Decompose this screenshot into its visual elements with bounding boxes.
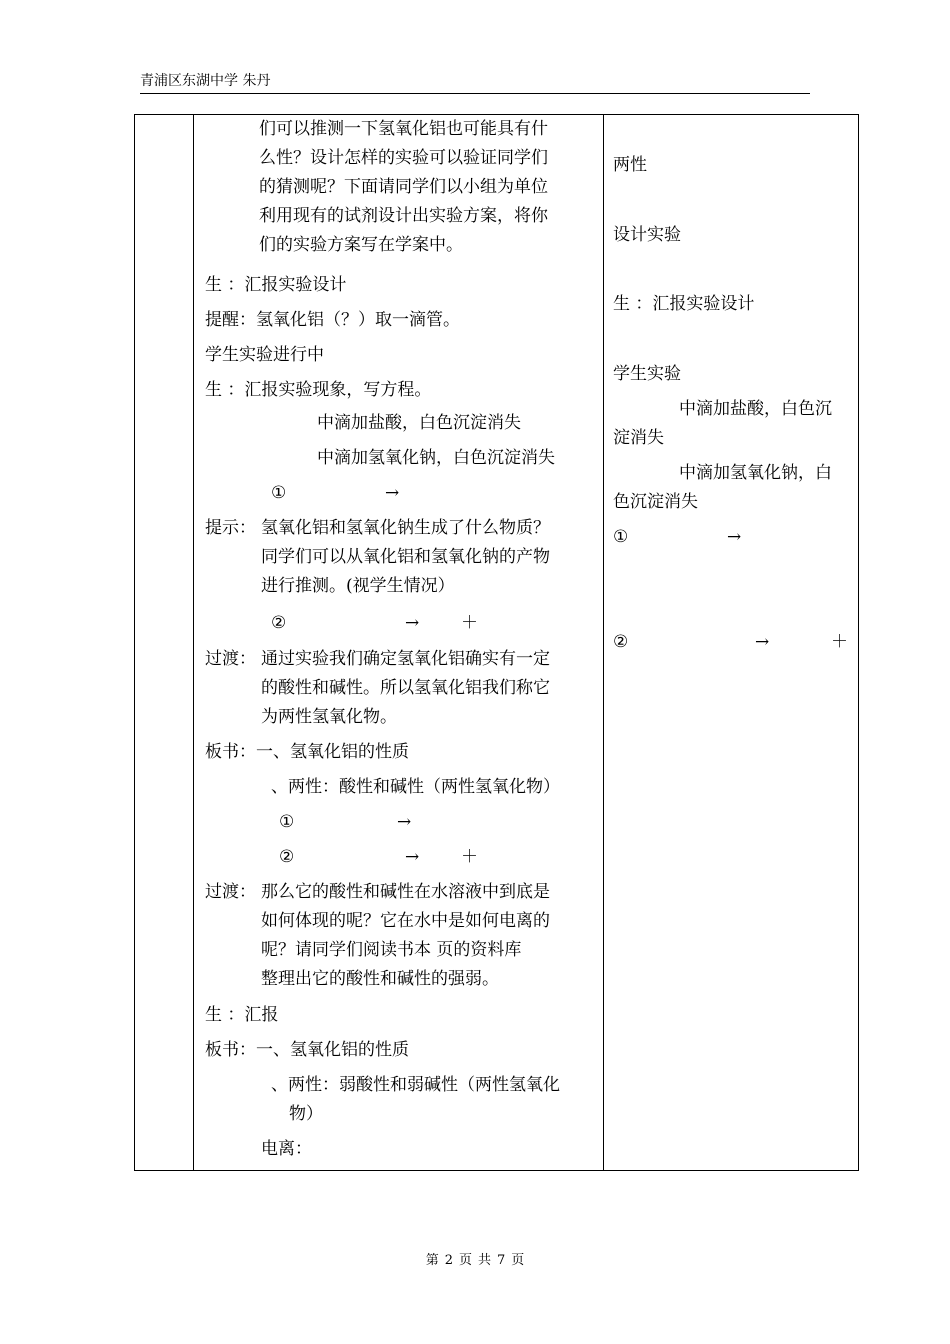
footer-total-pages: 7 bbox=[497, 1253, 506, 1268]
hint2-line-1: 氢氧化铝和氢氧化钠生成了什么物质？ bbox=[261, 518, 550, 538]
footer-ye-2: 页 bbox=[511, 1253, 525, 1268]
board1-title: 板书：一、氢氧化铝的性质 bbox=[205, 742, 409, 762]
right-acid-line-2: 淀消失 bbox=[613, 428, 664, 448]
right-eq2-plus: ＋ bbox=[831, 632, 848, 652]
footer-ye: 页 bbox=[458, 1253, 472, 1268]
transition1-line-3: 为两性氢氧化物。 bbox=[261, 707, 397, 727]
transition2-line-1: 那么它的酸性和碱性在水溶液中到底是 bbox=[261, 882, 550, 902]
intro-line-1: 们可以推测一下氢氧化铝也可能具有什 bbox=[259, 119, 548, 139]
page-header: 青浦区东湖中学 朱丹 bbox=[140, 70, 810, 94]
transition1-label: 过渡： bbox=[205, 649, 256, 669]
hint2-line-2: 同学们可以从氧化铝和氢氧化钠的产物 bbox=[261, 547, 550, 567]
acid-observation: 中滴加盐酸，白色沉淀消失 bbox=[317, 413, 521, 433]
board1-sub: 、两性：酸性和碱性（两性氢氧化物） bbox=[271, 777, 560, 797]
board2-sub-line-1: 、两性：弱酸性和弱碱性（两性氢氧化 bbox=[271, 1075, 560, 1095]
equation-1-arrow: → bbox=[385, 483, 400, 503]
right-eq2-arrow: → bbox=[755, 632, 770, 652]
ionization-label: 电离： bbox=[261, 1139, 312, 1159]
footer-di: 第 bbox=[425, 1253, 439, 1268]
report-line: 生 ：汇报 bbox=[205, 1005, 279, 1025]
page-footer bbox=[0, 1249, 950, 1268]
board2-title: 板书：一、氢氧化铝的性质 bbox=[205, 1040, 409, 1060]
transition2-line-4: 整理出它的酸性和碱性的强弱。 bbox=[261, 969, 499, 989]
base-observation: 中滴加氢氧化钠，白色沉淀消失 bbox=[317, 448, 555, 468]
report-phenomenon-line: 生 ：汇报实验现象，写方程。 bbox=[205, 380, 432, 400]
board1-eq1-arrow: → bbox=[397, 812, 412, 832]
column-divider-left bbox=[193, 115, 194, 1170]
lesson-table bbox=[134, 114, 859, 1171]
footer-gong: 共 bbox=[478, 1253, 492, 1268]
right-acid-line-1: 中滴加盐酸，白色沉 bbox=[679, 399, 832, 419]
transition1-line-2: 的酸性和碱性。所以氢氧化铝我们称它 bbox=[261, 678, 550, 698]
board1-eq1-number: ① bbox=[279, 812, 295, 832]
right-eq2-number: ② bbox=[613, 632, 629, 652]
right-base-line-2: 色沉淀消失 bbox=[613, 492, 698, 512]
hint-dropper-line: 提醒：氢氧化铝（？）取一滴管。 bbox=[205, 310, 460, 330]
transition2-label: 过渡： bbox=[205, 882, 256, 902]
intro-line-2: 么性？设计怎样的实验可以验证同学们 bbox=[259, 148, 548, 168]
intro-line-4: 利用现有的试剂设计出实验方案，将你 bbox=[259, 206, 548, 226]
right-report: 生 ：汇报实验设计 bbox=[613, 294, 755, 314]
transition2-line-3: 呢？请同学们阅读书本 页的资料库 bbox=[261, 940, 522, 960]
equation-1-number: ① bbox=[271, 483, 287, 503]
right-amphoteric: 两性 bbox=[613, 155, 647, 175]
right-base-line-1: 中滴加氢氧化钠，白 bbox=[679, 463, 832, 483]
board1-eq2-plus: ＋ bbox=[461, 847, 478, 867]
equation-2-arrow: → bbox=[405, 613, 420, 633]
hint2-line-3: 进行推测。(视学生情况） bbox=[261, 576, 455, 596]
right-student-experiment: 学生实验 bbox=[613, 364, 681, 384]
intro-line-5: 们的实验方案写在学案中。 bbox=[259, 235, 463, 255]
footer-page-number: 2 bbox=[444, 1253, 453, 1268]
board1-eq2-number: ② bbox=[279, 847, 295, 867]
right-design: 设计实验 bbox=[613, 225, 681, 245]
report-design-line: 生 ：汇报实验设计 bbox=[205, 275, 347, 295]
experiment-progress-line: 学生实验进行中 bbox=[205, 345, 324, 365]
equation-2-number: ② bbox=[271, 613, 287, 633]
board1-eq2-arrow: → bbox=[405, 847, 420, 867]
equation-2-plus: ＋ bbox=[461, 613, 478, 633]
transition1-line-1: 通过实验我们确定氢氧化铝确实有一定 bbox=[261, 649, 550, 669]
column-divider-right bbox=[603, 115, 604, 1170]
right-eq1-arrow: → bbox=[727, 527, 742, 547]
intro-line-3: 的猜测呢？下面请同学们以小组为单位 bbox=[259, 177, 548, 197]
right-eq1-number: ① bbox=[613, 527, 629, 547]
transition2-line-2: 如何体现的呢？它在水中是如何电离的 bbox=[261, 911, 550, 931]
hint2-label: 提示： bbox=[205, 518, 256, 538]
board2-sub-line-2: 物） bbox=[289, 1104, 323, 1124]
